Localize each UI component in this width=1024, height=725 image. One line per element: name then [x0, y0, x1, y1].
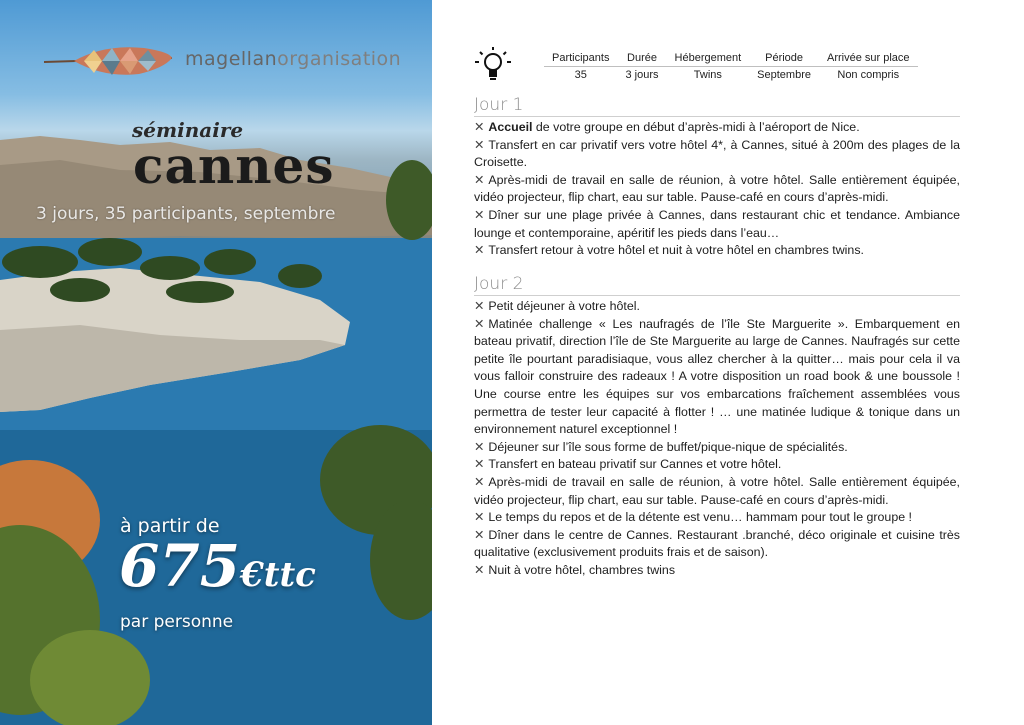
poster-subtitle: 3 jours, 35 participants, septembre [36, 204, 336, 224]
activity-list [474, 298, 960, 580]
list-item [474, 137, 960, 172]
list-item [474, 172, 960, 207]
close-icon: ✕ [474, 457, 485, 472]
activity-list [474, 119, 960, 260]
close-icon: ✕ [474, 243, 485, 258]
info-value: 3 jours [625, 69, 659, 81]
list-item [474, 242, 960, 260]
item-text: Après-midi de travail en salle de réunion, à votre hôtel. Salle entièrement équipée, vidéo projecteur, flip chart, eau sur table. Pause-café en cours d’après-midi. [474, 474, 960, 507]
list-item [474, 456, 960, 474]
price-prefix: à partir de [120, 515, 220, 537]
item-text: Petit déjeuner à votre hôtel. [488, 299, 640, 313]
close-icon: ✕ [474, 439, 485, 454]
close-icon: ✕ [474, 316, 485, 331]
info-value: Septembre [757, 69, 811, 81]
item-text: de votre groupe en début d’après-midi à l’aéroport de Nice. [532, 120, 860, 134]
list-item [474, 207, 960, 242]
list-item [474, 509, 960, 527]
close-icon: ✕ [474, 137, 485, 152]
close-icon: ✕ [474, 207, 485, 222]
price [119, 532, 316, 600]
info-header: Participants [544, 52, 617, 67]
item-lead: Accueil [488, 120, 533, 134]
info-value: Non compris [837, 69, 900, 81]
brand-logo [44, 42, 424, 80]
item-text: Transfert en bateau privatif sur Cannes et votre hôtel. [488, 457, 782, 472]
list-item [474, 474, 960, 509]
item-text: Dîner sur une plage privée à Cannes, dans restaurant chic et tendance. Ambiance lounge et contemporaine, apéritif les pieds dans l’eau… [474, 207, 960, 240]
close-icon: ✕ [474, 299, 485, 313]
poster-kicker: séminaire [132, 118, 244, 142]
info-table [544, 52, 918, 81]
item-text: Transfert en car privatif vers votre hôtel 4*, à Cannes, situé à 200m des plages de la Croisette. [474, 137, 960, 170]
lightbulb-icon [474, 45, 512, 85]
item-text: Nuit à votre hôtel, chambres twins [488, 562, 676, 577]
close-icon: ✕ [474, 120, 485, 134]
list-item [474, 439, 960, 457]
brand-name-light: organisation [277, 48, 402, 70]
list-item [474, 562, 960, 580]
list-item [474, 298, 960, 316]
day-title: Jour 2 [474, 274, 960, 296]
info-value: Twins [693, 69, 722, 81]
item-text: Le temps du repos et de la détente est venu… hammam pour tout le groupe ! [488, 510, 912, 525]
list-item [474, 119, 960, 137]
close-icon: ✕ [474, 474, 485, 489]
item-text: Déjeuner sur l’île sous forme de buffet/pique-nique de spécialités. [488, 439, 848, 454]
price-value: 675 [119, 532, 241, 600]
list-item [474, 527, 960, 562]
close-icon: ✕ [474, 510, 485, 525]
item-text: Matinée challenge « Les naufragés de l’île Ste Marguerite ». Embarquement en bateau privatif, direction l’île de Ste Marguerite au large de Cannes. Naufragés sur cette petite île pourtant paradisiaque, vous allez chercher à la quitter… mais pour cela il va vous falloir construire des radeaux ! A votre disposition un road book & une boussole ! Une course entre les équipes sur vos embarcations fraîchement assemblées vous permettra de tester leur capacité à flotter ! … une matinée ludique & tonique dans un environnement naturel exceptionnel ! [474, 316, 960, 437]
day-section-1 [474, 95, 960, 260]
price-suffix: par personne [120, 612, 234, 632]
brand-name-strong: magellan [185, 48, 278, 70]
info-header: Période [749, 52, 819, 67]
info-header: Hébergement [667, 52, 750, 67]
list-item [474, 316, 960, 439]
close-icon: ✕ [474, 172, 485, 187]
cover-poster [0, 0, 432, 725]
price-unit: €ttc [240, 555, 316, 595]
close-icon: ✕ [474, 527, 485, 542]
item-text: Après-midi de travail en salle de réunion, à votre hôtel. Salle entièrement équipée, vidéo projecteur, flip chart, eau sur table. Pause-café en cours d’après-midi. [474, 172, 960, 205]
feather-icon [44, 42, 176, 80]
day-section-2 [474, 274, 960, 580]
info-header: Durée [617, 52, 666, 67]
day-title: Jour 1 [474, 95, 960, 117]
info-header: Arrivée sur place [819, 52, 918, 67]
close-icon: ✕ [474, 562, 485, 577]
poster-city-title: cannes [133, 136, 335, 195]
item-text: Dîner dans le centre de Cannes. Restaurant .branché, déco originale et cuisine très qualitative (exclusivement produits frais et de saison). [474, 527, 960, 560]
info-value: 35 [574, 69, 587, 81]
item-text: Transfert retour à votre hôtel et nuit à votre hôtel en chambres twins. [488, 243, 864, 258]
